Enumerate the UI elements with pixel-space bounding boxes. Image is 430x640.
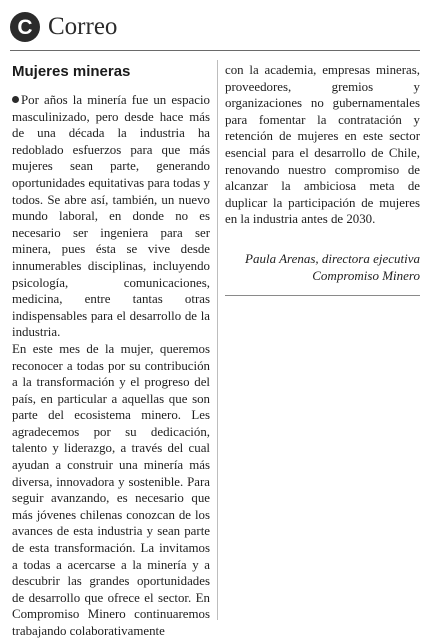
signature — [225, 250, 420, 285]
signature-organization: Compromiso Minero — [312, 268, 420, 284]
signature-author: Paula Arenas, directora ejecutiva — [245, 250, 420, 266]
article-paragraph-2: En este mes de la mujer, queremos reconocer a todas por su contribución a la transformación y el progreso del país, en particular a aquellas que son parte del ecosistema minero. Les agradecemos por su dedicación, talento y liderazgo, a través del cual ayudan a construir una minería más diversa, innovadora y sostenible. Para seguir avanzando, es necesario que más jóvenes chilenas conozcan de los avances de esta industria y sean parte de esta transformación. La invitamos a todas a acercarse a la minería y a descubrir las grandes oportunidades de desarrollo que ofrece el sector. En Compromiso Minero continuaremos trabajando colaborativamente — [12, 341, 210, 638]
column-divider — [217, 60, 218, 620]
section-header — [10, 10, 420, 46]
article-paragraph-1 — [12, 92, 210, 341]
section-logo: C — [10, 12, 40, 42]
section-title: Correo — [48, 13, 118, 40]
header-divider — [10, 50, 420, 51]
paragraph-1-text: Por años la minería fue un espacio masculinizado, pero desde hace más de una década la industria ha redoblado esfuerzos para que más mujeres sean parte, generando oportunidades equitativas para todas y todos. Se abre así, también, un nuevo mundo laboral, en donde no es necesario ser ingeniera para ser minera, pues ésta se vive desde innumerables disciplinas, incluyendo psicología, comunicaciones, medicina, entre tantas otras indispensables para el desarrollo de la industria. — [12, 93, 210, 340]
article-paragraph-3: con la academia, empresas mineras, proveedores, gremios y organizaciones no gubernamentales para fomentar la contratación y retención de mujeres en este sector esencial para el desarrollo de Chile, renovando nuestro compromiso de alcanzar la ambiciosa meta de duplicar la participación de mujeres en la industria antes de 2030. — [225, 63, 420, 227]
bullet-icon — [12, 96, 19, 103]
signature-divider — [225, 295, 420, 296]
article-title: Mujeres mineras — [12, 63, 131, 80]
left-column — [12, 62, 210, 640]
right-column — [225, 62, 420, 296]
